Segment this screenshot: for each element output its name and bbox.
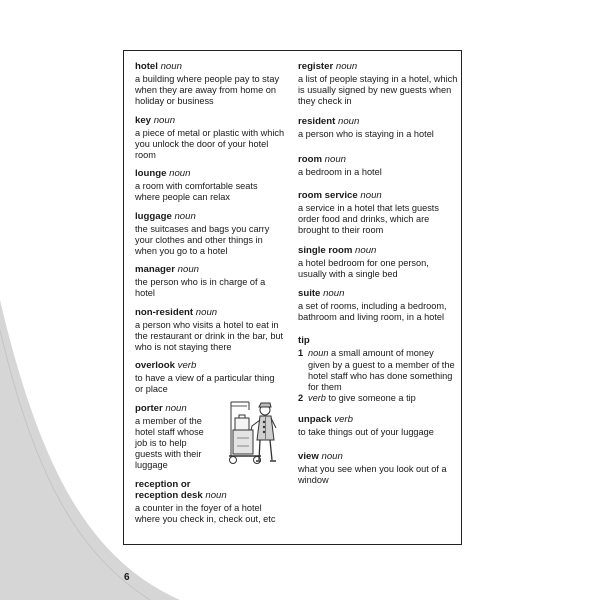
definition: a person who is staying in a hotel [298,128,434,139]
sense-number: 2 [298,393,304,404]
part-of-speech: noun [338,115,360,127]
part-of-speech: verb [334,414,353,426]
part-of-speech: verb [308,393,326,404]
part-of-speech: noun [324,153,346,165]
part-of-speech: noun [321,450,343,462]
definition: a room with comfortable seats where people can relax [135,181,258,203]
definition: a building where people pay to stay when they are away from home on holiday or business [135,74,280,107]
glossary-entry-view [298,451,458,486]
definition: a small amount of money given by a guest to a member of the hotel staff who has done something for them [308,348,455,393]
definition: a piece of metal or plastic with which you unlock the door of your hotel room [135,127,285,161]
headword: lounge [135,168,167,180]
glossary-entry-reception [135,479,285,525]
headword: tip [298,335,310,347]
part-of-speech: verb [177,360,197,372]
glossary-entry-lounge [135,168,285,203]
headword: suite [298,288,321,300]
definition: a service in a hotel that lets guests order food and drinks, which are brought to their room [298,203,439,236]
part-of-speech: noun [360,190,382,202]
glossary-entry-single-room [298,245,458,280]
headword: non-resident [135,306,194,318]
headword: overlook [135,360,175,372]
glossary-entry-manager [135,264,285,299]
definition: what you see when you look out of a window [298,463,447,485]
glossary-entry-luggage [135,211,285,258]
tip-sense-2 [298,393,458,404]
porter-with-luggage-trolley-illustration [227,396,287,468]
headword: luggage [135,210,172,222]
headword: room [298,153,322,165]
part-of-speech: noun [205,489,227,501]
part-of-speech: noun [195,306,218,318]
definition: a list of people staying in a hotel, which is usually signed by new guests when they check in [298,74,458,107]
definition: the person who is in charge of a hotel [135,277,266,299]
definition: to have a view of a particular thing or place [135,373,275,395]
headword: register [298,61,334,72]
definition: a member of the hotel staff whose job is to help guests with their luggage [135,415,204,471]
headword: porter [135,402,163,414]
definition: a hotel bedroom for one person, usually with a single bed [298,257,429,279]
definition: the suitcases and bags you carry your clothes and other things in when you go to a hotel [135,223,270,257]
part-of-speech: noun [165,402,187,414]
headword: manager [135,264,175,276]
headword: resident [298,115,336,127]
sense-number: 1 [298,348,304,359]
headword: hotel [135,61,158,72]
part-of-speech: noun [169,168,191,180]
glossary-entry-room-service [298,190,458,237]
tip-sense-1 [298,348,458,393]
headword: view [298,450,319,462]
part-of-speech: noun [308,348,329,359]
definition: a counter in the foyer of a hotel where you check in, check out, etc [135,502,276,524]
headword: unpack [298,414,332,426]
headword: room service [298,190,358,202]
glossary-column-right [298,61,458,486]
glossary-entry-room [298,154,458,178]
headword: key [135,114,152,126]
glossary-entry-non-resident [135,307,285,354]
definition: a bedroom in a hotel [298,166,382,177]
headword: single room [298,244,353,256]
definition: a set of rooms, including a bedroom, bathroom and living room, in a hotel [298,301,447,323]
part-of-speech: noun [174,210,196,222]
glossary-entry-hotel [135,61,285,108]
headword: reception or reception desk [135,478,203,501]
part-of-speech: noun [355,244,377,256]
glossary-entry-register [298,61,458,108]
glossary-entry-unpack [298,414,458,438]
part-of-speech: noun [177,264,200,276]
part-of-speech: noun [153,114,176,126]
part-of-speech: noun [323,288,345,300]
part-of-speech: noun [160,61,182,72]
glossary-entry-tip [298,335,458,404]
definition: a person who visits a hotel to eat in the restaurant or drink in the bar, but who is not staying there [135,319,284,353]
glossary-box [123,50,462,545]
glossary-entry-key [135,115,285,162]
glossary-entry-resident [298,116,458,140]
definition: to give someone a tip [328,393,416,404]
definition: to take things out of your luggage [298,427,434,438]
glossary-entry-suite [298,288,458,323]
glossary-entry-overlook [135,360,285,395]
part-of-speech: noun [335,61,358,72]
page-number: 6 [124,572,130,583]
